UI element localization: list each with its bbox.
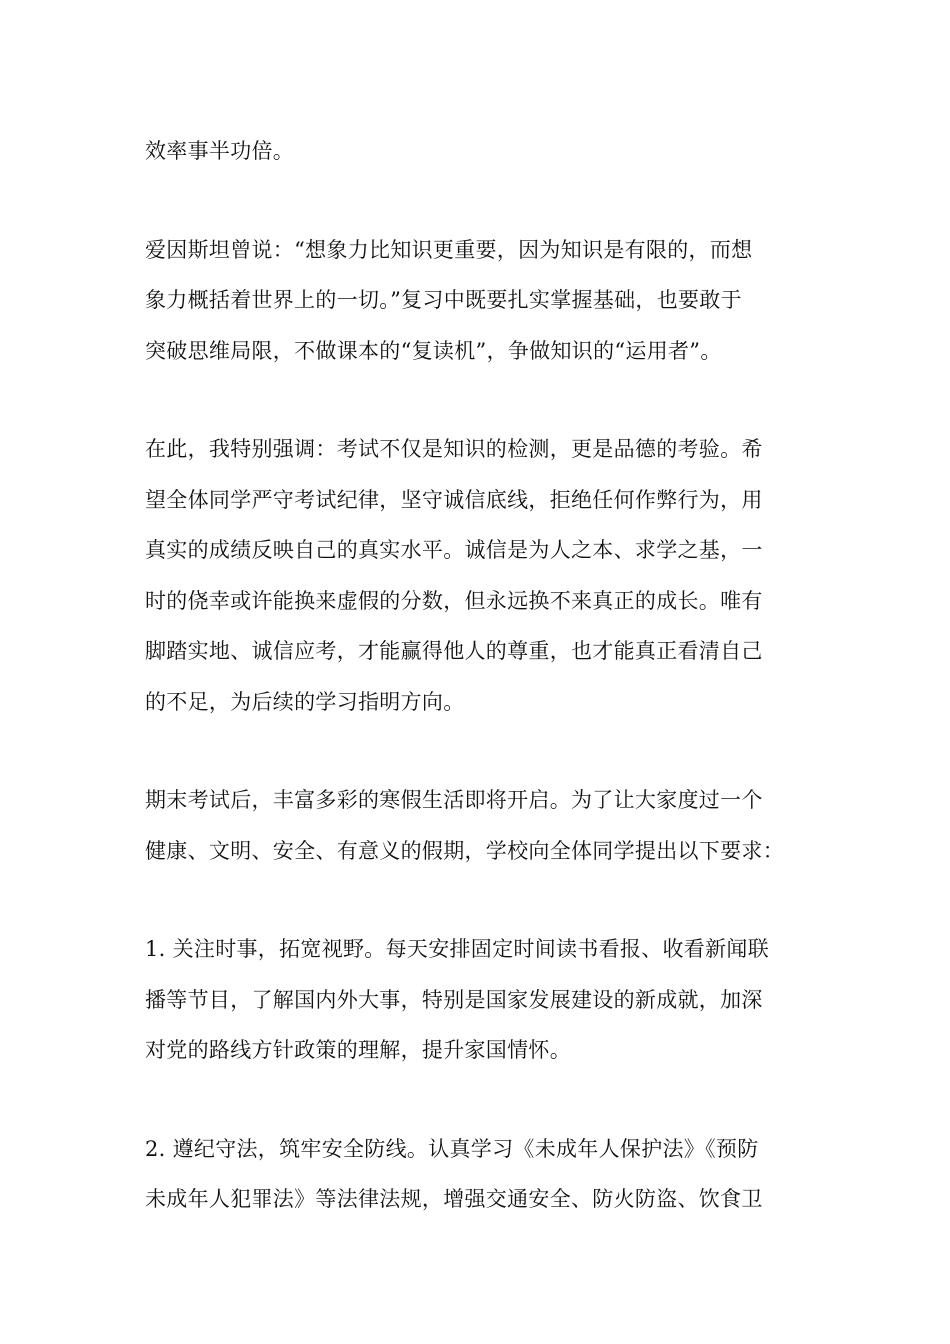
paragraph-3: [145, 424, 807, 727]
text-line: 象力概括着世界上的一切。”复习中既要扎实掌握基础，也要敢于: [145, 288, 742, 312]
text-line: 健康、文明、安全、有意义的假期，学校向全体同学提出以下要求：: [145, 838, 784, 863]
text-line: 效率事半功倍。: [145, 139, 295, 163]
paragraph-4: [145, 775, 807, 876]
document-body: [145, 126, 807, 1273]
paragraph-1: [145, 126, 807, 177]
text-line: 播等节目，了解国内外大事，特别是国家发展建设的新成就，加深: [145, 987, 763, 1012]
text-line: 期末考试后，丰富多彩的寒假生活即将开启。为了让大家度过一个: [145, 788, 763, 812]
text-line: 脚踏实地、诚信应考，才能赢得他人的尊重，也才能真正看清自己: [145, 639, 763, 663]
text-line: 的不足，为后续的学习指明方向。: [145, 689, 465, 714]
text-line: 对党的路线方针政策的理解，提升家国情怀。: [145, 1038, 571, 1062]
text-line: 在此，我特别强调：考试不仅是知识的检测，更是品德的考验。希: [145, 437, 763, 461]
text-line: 望全体同学严守考试纪律，坚守诚信底线，拒绝任何作弊行为，用: [145, 487, 763, 512]
text-line: 2. 遵纪守法，筑牢安全防线。认真学习《未成年人保护法》《预防: [145, 1136, 759, 1161]
text-line: 1. 关注时事，拓宽视野。每天安排固定时间读书看报、收看新闻联: [145, 937, 770, 961]
text-line: 真实的成绩反映自己的真实水平。诚信是为人之本、求学之基，一: [145, 538, 763, 562]
paragraph-2: [145, 225, 807, 377]
list-item-2: [145, 1124, 807, 1225]
text-line: 未成年人犯罪法》等法律法规，增强交通安全、防火防盗、饮食卫: [145, 1187, 763, 1211]
text-line: 爱因斯坦曾说：“想象力比知识更重要，因为知识是有限的，而想: [145, 237, 753, 262]
text-line: 突破思维局限，不做课本的“复读机”，争做知识的“运用者”。: [145, 338, 722, 363]
list-item-1: [145, 924, 807, 1076]
text-line: 时的侥幸或许能换来虚假的分数，但永远换不来真正的成长。唯有: [145, 588, 763, 613]
